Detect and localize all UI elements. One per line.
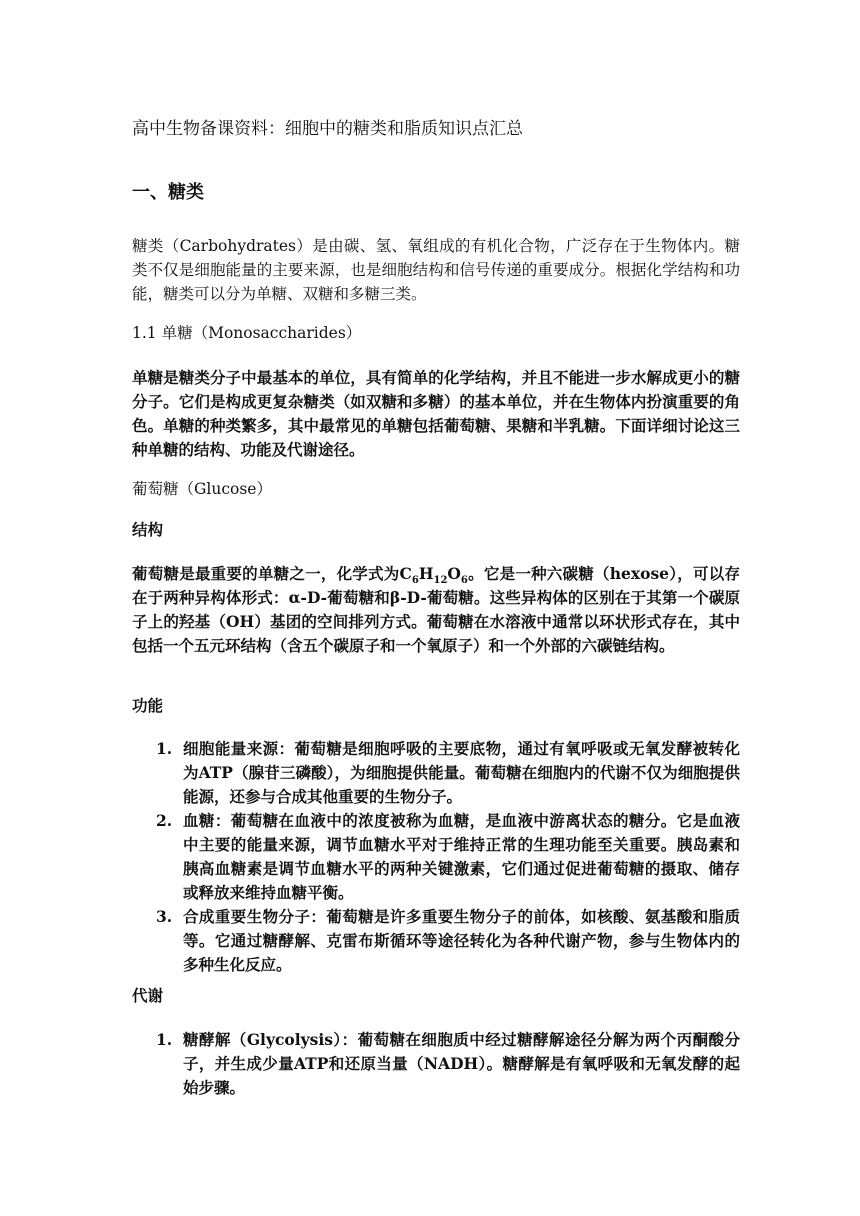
list-item xyxy=(132,905,740,977)
document-title: 高中生物备课资料：细胞中的糖类和脂质知识点汇总 xyxy=(132,119,523,139)
list-item xyxy=(132,737,740,809)
function-heading: 功能 xyxy=(132,696,164,715)
list-item-number: 1. xyxy=(156,1030,173,1049)
metabolism-heading: 代谢 xyxy=(132,986,164,1005)
list-item-number: 2. xyxy=(156,811,173,830)
glucose-heading: 葡萄糖（Glucose） xyxy=(132,480,272,498)
list-item-text: 糖酵解（Glycolysis）：葡萄糖在细胞质中经过糖酵解途径分解为两个丙酮酸分子，并生成少量ATP和还原当量（NADH）。糖酵解是有氧呼吸和无氧发酵的起始步骤。 xyxy=(183,1030,740,1097)
list-item-text: 细胞能量来源：葡萄糖是细胞呼吸的主要底物，通过有氧呼吸或无氧发酵被转化为ATP（腺苷三磷酸），为细胞提供能量。葡萄糖在细胞内的代谢不仅为细胞提供能源，还参与合成其他重要的生物分子。 xyxy=(183,739,740,806)
list-item-text: 血糖：葡萄糖在血液中的浓度被称为血糖，是血液中游离状态的糖分。它是血液中主要的能量来源，调节血糖水平对于维持正常的生理功能至关重要。胰岛素和胰高血糖素是调节血糖水平的两种关键激素，它们通过促进葡萄糖的摄取、储存或释放来维持血糖平衡。 xyxy=(183,811,740,902)
list-item-text: 合成重要生物分子：葡萄糖是许多重要生物分子的前体，如核酸、氨基酸和脂质等。它通过糖酵解、克雷布斯循环等途径转化为各种代谢产物，参与生物体内的多种生化反应。 xyxy=(183,907,740,974)
section-heading-carbohydrates: 一、糖类 xyxy=(132,182,204,203)
structure-paragraph xyxy=(132,562,740,658)
list-item xyxy=(132,809,740,905)
intro-paragraph: 糖类（Carbohydrates）是由碳、氢、氧组成的有机化合物，广泛存在于生物体内。糖类不仅是细胞能量的主要来源，也是细胞结构和信号传递的重要成分。根据化学结构和功能，糖类可以分为单糖、双糖和多糖三类。 xyxy=(132,237,740,303)
list-item-number: 1. xyxy=(156,739,173,758)
structure-heading: 结构 xyxy=(132,520,164,539)
metabolism-list xyxy=(132,1028,740,1100)
glucose-formula: $C_6H_{12}O_6$ xyxy=(399,564,468,587)
list-item xyxy=(132,1028,740,1100)
function-list xyxy=(132,737,740,977)
monosaccharide-paragraph: 单糖是糖类分子中最基本的单位，具有简单的化学结构，并且不能进一步水解成更小的糖分子。它们是构成更复杂糖类（如双糖和多糖）的基本单位，并在生物体内扮演重要的角色。单糖的种类繁多，其中最常见的单糖包括葡萄糖、果糖和半乳糖。下面详细讨论这三种单糖的结构、功能及代谢途径。 xyxy=(132,368,740,459)
subsection-heading-monosaccharides: 1.1 单糖（Monosaccharides） xyxy=(132,324,362,342)
structure-text-before: 葡萄糖是最重要的单糖之一，化学式为 xyxy=(132,564,400,583)
list-item-number: 3. xyxy=(156,907,173,926)
structure-text-after: 。它是一种六碳糖（hexose），可以存在于两种异构体形式：α-D-葡萄糖和β-D-葡萄糖。这些异构体的区别在于其第一个碳原子上的羟基（OH）基团的空间排列方式。葡萄糖在水溶液中通常以环状形式存在，其中包括一个五元环结构（含五个碳原子和一个氧原子）和一个外部的六碳链结构。 xyxy=(132,564,740,655)
